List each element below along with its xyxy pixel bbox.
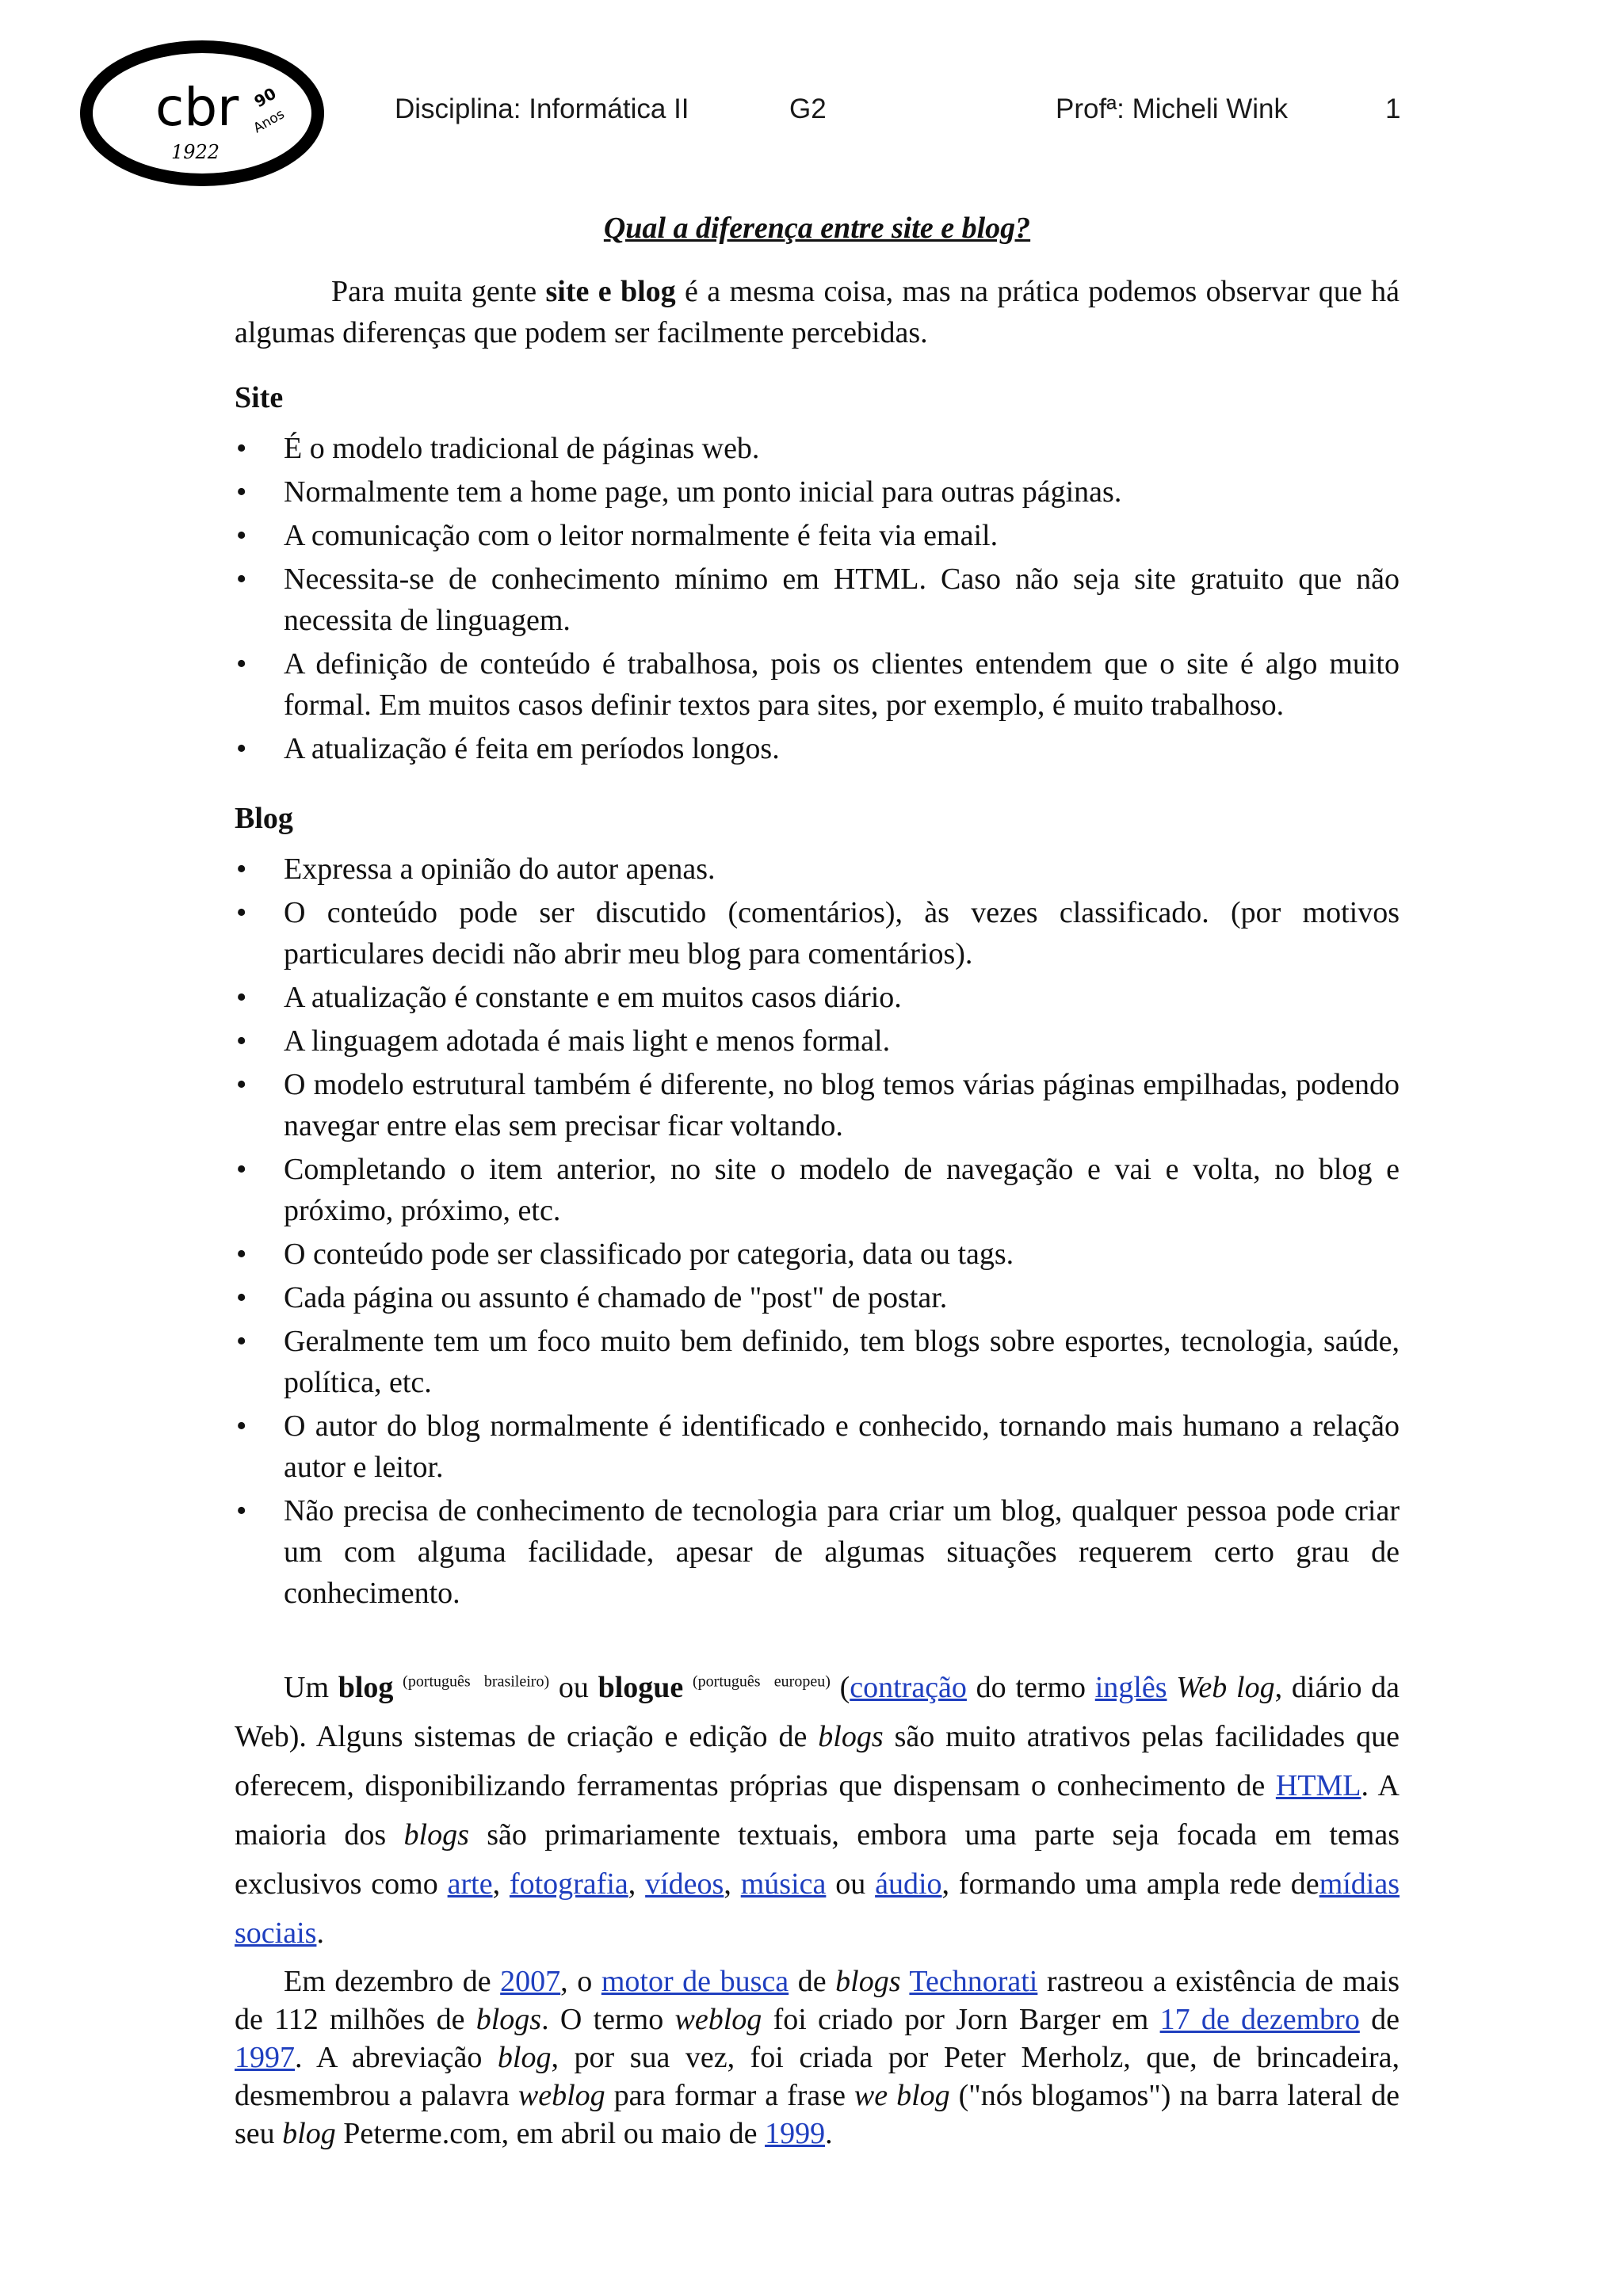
intro-paragraph: Para muita gente site e blog é a mesma coisa, mas na prática podemos observar que há algumas diferenças que podem ser facilmente percebidas. (235, 275, 1400, 349)
link-arte[interactable]: arte (447, 1867, 493, 1901)
blog-list (235, 849, 1400, 1614)
blog-definition-paragraph: Um blog $^{(português brasileiro)}$ ou blogue $^{(português europeu)}$ (contração do termo inglês Web log, diário da Web). Alguns sistemas de criação e edição de blogs são muito atrativos pelas facilidades que oferecem, disponibilizando ferramentas próprias que dispensam o conhecimento de HTML. A maioria dos blogs são primariamente textuais, embora uma parte seja focada em temas exclusivos como arte, fotografia, vídeos, música ou áudio, formando uma ampla rede demídias sociais. (235, 1671, 1400, 1950)
link-2007[interactable]: 2007 (500, 1965, 561, 1998)
list-item: • O modelo estrutural também é diferente, no blog temos várias páginas empilhadas, podendo navegar entre elas sem precisar ficar voltando. (235, 1064, 1400, 1146)
link-1997[interactable]: 1997 (235, 2041, 295, 2074)
list-item: • Geralmente tem um foco muito bem definido, tem blogs sobre esportes, tecnologia, saúde, política, etc. (235, 1321, 1400, 1403)
list-item: • É o modelo tradicional de páginas web. (235, 428, 1400, 469)
link-midias-sociais[interactable]: mídias sociais (235, 1867, 1400, 1950)
school-logo (79, 40, 325, 187)
list-item: • Normalmente tem a home page, um ponto inicial para outras páginas. (235, 471, 1400, 513)
list-item: • O conteúdo pode ser discutido (comentários), às vezes classificado. (por motivos particulares decidi não abrir meu blog para comentários). (235, 892, 1400, 974)
header-page-number: 1 (1385, 93, 1401, 124)
logo-anniversary-word: Anos (250, 106, 288, 137)
list-item: • A linguagem adotada é mais light e menos formal. (235, 1020, 1400, 1062)
link-html[interactable]: HTML (1275, 1769, 1361, 1802)
page-title: Qual a diferença entre site e blog? (603, 212, 1031, 245)
link-1999[interactable]: 1999 (765, 2117, 826, 2150)
link-ingles[interactable]: inglês (1094, 1671, 1167, 1704)
link-motor-de-busca[interactable]: motor de busca (601, 1965, 789, 1998)
logo-year: 1922 (171, 141, 220, 163)
list-item: • A atualização é constante e em muitos casos diário. (235, 977, 1400, 1018)
logo-initials: cbr (155, 77, 239, 138)
list-item: • A definição de conteúdo é trabalhosa, pois os clientes entendem que o site é algo muito formal. Em muitos casos definir textos para sites, por exemplo, é muito trabalhoso. (235, 643, 1400, 726)
list-item: • Completando o item anterior, no site o modelo de navegação e vai e volta, no blog e próximo, próximo, etc. (235, 1149, 1400, 1231)
intro-bold-terms: site e blog (545, 275, 676, 308)
link-audio[interactable]: áudio (875, 1867, 942, 1901)
link-contracao[interactable]: contração (850, 1671, 967, 1704)
link-technorati[interactable]: Technorati (909, 1965, 1038, 1998)
link-17-de-dezembro[interactable]: 17 de dezembro (1159, 2003, 1360, 2036)
list-item: • A atualização é feita em períodos longos. (235, 728, 1400, 769)
list-item: • Não precisa de conhecimento de tecnologia para criar um blog, qualquer pessoa pode criar um com alguma facilidade, apesar de algumas situações requerem certo grau de conhecimento. (235, 1490, 1400, 1614)
link-musica[interactable]: música (740, 1867, 827, 1901)
list-item: • A comunicação com o leitor normalmente é feita via email. (235, 515, 1400, 556)
logo-anniversary-number: 90 (250, 83, 280, 112)
header-discipline: Disciplina: Informática II (395, 93, 689, 124)
site-list (235, 428, 1400, 769)
link-videos[interactable]: vídeos (645, 1867, 724, 1901)
blog-history-paragraph: Em dezembro de 2007, o motor de busca de blogs Technorati rastreou a existência de mais de 112 milhões de blogs. O termo weblog foi criado por Jorn Barger em 17 de dezembro de 1997. A abreviação blog, por sua vez, foi criada por Peter Merholz, que, de brincadeira, desmembrou a palavra weblog para formar a frase we blog ("nós blogamos") na barra lateral de seu blog Peterme.com, em abril ou maio de 1999. (235, 1965, 1400, 2150)
list-item: • O autor do blog normalmente é identificado e conhecido, tornando mais humano a relação autor e leitor. (235, 1405, 1400, 1488)
list-item: • Cada página ou assunto é chamado de "post" de postar. (235, 1277, 1400, 1318)
blog-heading: Blog (235, 802, 293, 835)
list-item: • Necessita-se de conhecimento mínimo em HTML. Caso não seja site gratuito que não necessita de linguagem. (235, 559, 1400, 641)
site-heading: Site (235, 381, 284, 414)
header-teacher: Profª: Micheli Wink (1056, 93, 1289, 124)
list-item: • Expressa a opinião do autor apenas. (235, 849, 1400, 890)
link-fotografia[interactable]: fotografia (509, 1867, 628, 1901)
header-grade: G2 (789, 93, 827, 124)
document-body (235, 200, 1400, 2153)
list-item: • O conteúdo pode ser classificado por categoria, data ou tags. (235, 1234, 1400, 1275)
